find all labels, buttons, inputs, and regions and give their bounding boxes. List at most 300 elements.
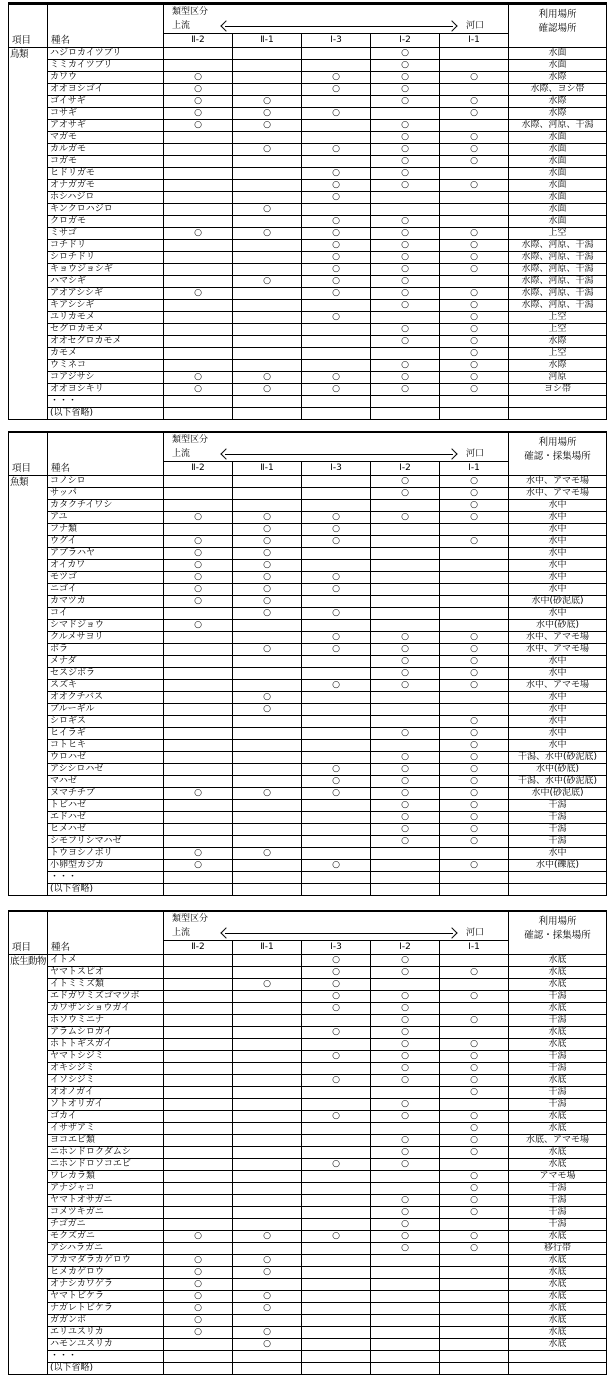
presence-mark — [440, 1303, 509, 1315]
presence-mark: ○ — [440, 312, 509, 324]
table-row — [9, 704, 607, 716]
presence-mark — [440, 84, 509, 96]
presence-mark: ○ — [302, 979, 371, 991]
table-row — [9, 800, 607, 812]
table-row — [9, 1171, 607, 1183]
presence-mark: ○ — [440, 372, 509, 384]
species-name: ヒドリガモ — [48, 168, 164, 180]
presence-mark — [440, 276, 509, 288]
arrowhead-right — [446, 20, 457, 31]
species-name: フナ類 — [48, 524, 164, 536]
presence-mark — [233, 716, 302, 728]
presence-mark: ○ — [440, 324, 509, 336]
presence-mark — [164, 396, 233, 408]
presence-mark — [440, 1159, 509, 1171]
table-row — [9, 156, 607, 168]
presence-mark — [233, 680, 302, 692]
presence-mark — [302, 300, 371, 312]
presence-mark — [233, 1063, 302, 1075]
presence-mark — [164, 608, 233, 620]
location-cell: 水中 — [509, 584, 607, 596]
location-cell: 上空 — [509, 324, 607, 336]
presence-mark — [302, 488, 371, 500]
species-name: コイ — [48, 608, 164, 620]
location-cell: 干潟 — [509, 1207, 607, 1219]
presence-mark — [371, 1255, 440, 1267]
location-cell: 水底 — [509, 967, 607, 979]
arrowhead-left — [220, 20, 231, 31]
species-name: ミサゴ — [48, 228, 164, 240]
presence-mark — [302, 836, 371, 848]
presence-mark: ○ — [164, 288, 233, 300]
presence-mark — [440, 1255, 509, 1267]
location-cell: 水中、アマモ場 — [509, 632, 607, 644]
presence-mark — [440, 979, 509, 991]
table-row — [9, 656, 607, 668]
presence-mark — [302, 500, 371, 512]
presence-mark: ○ — [233, 204, 302, 216]
presence-mark — [233, 300, 302, 312]
table-row — [9, 812, 607, 824]
species-name: イトメ — [48, 955, 164, 967]
zone-column-header: Ⅰ-2 — [371, 34, 440, 48]
presence-mark — [371, 740, 440, 752]
presence-mark — [164, 776, 233, 788]
table-row — [9, 108, 607, 120]
presence-mark: ○ — [440, 800, 509, 812]
location-cell: 水面 — [509, 144, 607, 156]
presence-mark — [371, 1339, 440, 1351]
presence-mark: ○ — [371, 360, 440, 372]
presence-mark — [164, 360, 233, 372]
species-name: コアジサシ — [48, 372, 164, 384]
table-row — [9, 1159, 607, 1171]
species-name: セスジボラ — [48, 668, 164, 680]
presence-mark: ○ — [233, 560, 302, 572]
presence-mark: ○ — [233, 96, 302, 108]
presence-mark — [371, 1315, 440, 1327]
table-row — [9, 752, 607, 764]
presence-mark — [302, 156, 371, 168]
table-row — [9, 560, 607, 572]
presence-mark — [164, 408, 233, 420]
table-row — [9, 991, 607, 1003]
table-row — [9, 96, 607, 108]
species-name: カワザンショウガイ — [48, 1003, 164, 1015]
species-name: ウミネコ — [48, 360, 164, 372]
presence-mark: ○ — [440, 228, 509, 240]
location-cell — [509, 884, 607, 896]
presence-mark: ○ — [440, 1207, 509, 1219]
table-row — [9, 884, 607, 896]
presence-mark — [164, 632, 233, 644]
table-row — [9, 144, 607, 156]
presence-mark — [164, 324, 233, 336]
presence-mark — [233, 1039, 302, 1051]
presence-mark: ○ — [371, 72, 440, 84]
presence-mark — [233, 1075, 302, 1087]
zone-column-header: Ⅰ-3 — [302, 34, 371, 48]
presence-mark: ○ — [440, 1063, 509, 1075]
species-table — [8, 2, 607, 420]
species-name: ヤマトビケラ — [48, 1291, 164, 1303]
presence-mark — [233, 72, 302, 84]
table-row — [9, 1195, 607, 1207]
presence-mark: ○ — [371, 1111, 440, 1123]
presence-mark: ○ — [164, 84, 233, 96]
species-name: モクズガニ — [48, 1231, 164, 1243]
species-name: スズキ — [48, 680, 164, 692]
presence-mark: ○ — [302, 967, 371, 979]
presence-mark — [233, 156, 302, 168]
presence-mark — [233, 192, 302, 204]
presence-mark: ○ — [371, 1207, 440, 1219]
presence-mark: ○ — [233, 276, 302, 288]
presence-mark: ○ — [371, 1099, 440, 1111]
location-cell: 上空 — [509, 348, 607, 360]
presence-mark: ○ — [440, 300, 509, 312]
table-row — [9, 1147, 607, 1159]
arrow-shaft — [225, 933, 453, 934]
presence-mark: ○ — [233, 1339, 302, 1351]
location-cell: 水中 — [509, 716, 607, 728]
presence-mark — [233, 1363, 302, 1375]
species-table — [8, 910, 607, 1375]
presence-mark: ○ — [440, 836, 509, 848]
location-cell: 水底 — [509, 1003, 607, 1015]
presence-mark: ○ — [371, 680, 440, 692]
presence-mark — [302, 1183, 371, 1195]
presence-mark — [233, 1159, 302, 1171]
presence-mark: ○ — [302, 776, 371, 788]
presence-mark — [164, 656, 233, 668]
table-row — [9, 168, 607, 180]
presence-mark — [302, 1135, 371, 1147]
presence-mark — [233, 991, 302, 1003]
presence-mark — [233, 812, 302, 824]
presence-mark: ○ — [440, 776, 509, 788]
presence-mark — [164, 955, 233, 967]
presence-mark: ○ — [302, 1159, 371, 1171]
table-row — [9, 1291, 607, 1303]
presence-mark — [233, 264, 302, 276]
presence-mark: ○ — [233, 704, 302, 716]
presence-mark — [440, 1315, 509, 1327]
item-column-header: 項目 — [9, 432, 48, 476]
presence-mark — [302, 476, 371, 488]
presence-mark: ○ — [233, 584, 302, 596]
location-cell: 干潟、水中(砂泥底) — [509, 752, 607, 764]
presence-mark: ○ — [164, 596, 233, 608]
presence-mark: ○ — [440, 500, 509, 512]
table-row — [9, 584, 607, 596]
presence-mark — [233, 1315, 302, 1327]
species-name: オナシカワゲラ — [48, 1279, 164, 1291]
presence-mark — [164, 476, 233, 488]
presence-mark: ○ — [302, 1003, 371, 1015]
presence-mark: ○ — [302, 1111, 371, 1123]
presence-mark: ○ — [371, 276, 440, 288]
item-column-header: 項目 — [9, 4, 48, 48]
presence-mark — [302, 1087, 371, 1099]
presence-mark: ○ — [371, 824, 440, 836]
species-name: ・・・ — [48, 396, 164, 408]
presence-mark: ○ — [371, 836, 440, 848]
presence-mark — [164, 1183, 233, 1195]
species-name: メナダ — [48, 656, 164, 668]
species-column-header: 種名 — [48, 432, 164, 476]
species-name: イトミミズ類 — [48, 979, 164, 991]
presence-mark — [302, 740, 371, 752]
presence-mark: ○ — [302, 860, 371, 872]
location-cell: 水中 — [509, 608, 607, 620]
presence-mark — [164, 1075, 233, 1087]
presence-mark — [302, 1279, 371, 1291]
presence-mark — [302, 1147, 371, 1159]
zone-column-header: Ⅱ-1 — [233, 462, 302, 476]
classification-title: 類型区分 — [172, 435, 209, 445]
presence-mark — [302, 1015, 371, 1027]
table-row — [9, 216, 607, 228]
location-cell: 水中、アマモ場 — [509, 476, 607, 488]
table-row — [9, 1099, 607, 1111]
location-cell: ヨシ帯 — [509, 384, 607, 396]
presence-mark: ○ — [302, 228, 371, 240]
presence-mark — [371, 1171, 440, 1183]
presence-mark: ○ — [233, 608, 302, 620]
species-name: オオセグロカモメ — [48, 336, 164, 348]
table-row — [9, 1123, 607, 1135]
table-row — [9, 120, 607, 132]
presence-mark: ○ — [233, 384, 302, 396]
table-row — [9, 1255, 607, 1267]
presence-mark — [440, 168, 509, 180]
arrow-shaft — [225, 26, 453, 27]
presence-mark: ○ — [371, 788, 440, 800]
presence-mark: ○ — [233, 692, 302, 704]
arrowhead-left — [220, 448, 231, 459]
table-row — [9, 1087, 607, 1099]
presence-mark: ○ — [233, 512, 302, 524]
species-name: キョウジョシギ — [48, 264, 164, 276]
presence-mark — [233, 620, 302, 632]
presence-mark: ○ — [371, 336, 440, 348]
species-name: ヌマチチブ — [48, 788, 164, 800]
species-name: オナガガモ — [48, 180, 164, 192]
species-name: エリユスリカ — [48, 1327, 164, 1339]
presence-mark — [302, 408, 371, 420]
presence-mark: ○ — [440, 512, 509, 524]
presence-mark — [164, 1015, 233, 1027]
presence-mark — [164, 836, 233, 848]
presence-mark — [371, 108, 440, 120]
presence-mark — [164, 276, 233, 288]
presence-mark: ○ — [371, 656, 440, 668]
location-cell: 水中(砂泥底) — [509, 596, 607, 608]
table-row — [9, 788, 607, 800]
presence-mark — [233, 1243, 302, 1255]
tables-root — [8, 2, 610, 1375]
presence-mark: ○ — [233, 144, 302, 156]
classification-header — [164, 432, 509, 462]
species-name: ブルーギル — [48, 704, 164, 716]
presence-mark — [233, 656, 302, 668]
presence-mark — [164, 300, 233, 312]
presence-mark: ○ — [233, 1327, 302, 1339]
presence-mark: ○ — [440, 644, 509, 656]
table-row — [9, 300, 607, 312]
location-cell: 水中、アマモ場 — [509, 488, 607, 500]
table-row — [9, 500, 607, 512]
presence-mark — [302, 1267, 371, 1279]
presence-mark: ○ — [233, 1291, 302, 1303]
presence-mark — [164, 824, 233, 836]
presence-mark — [371, 560, 440, 572]
presence-mark — [440, 396, 509, 408]
table-row — [9, 1363, 607, 1375]
zone-column-header: Ⅰ-3 — [302, 941, 371, 955]
presence-mark — [164, 1063, 233, 1075]
species-name: エドハゼ — [48, 812, 164, 824]
table-row — [9, 824, 607, 836]
table-header — [9, 432, 607, 476]
table-row — [9, 967, 607, 979]
presence-mark — [371, 408, 440, 420]
table-row — [9, 1051, 607, 1063]
presence-mark — [440, 608, 509, 620]
species-name: カモメ — [48, 348, 164, 360]
presence-mark — [164, 884, 233, 896]
location-cell: 干潟 — [509, 1063, 607, 1075]
presence-mark — [233, 408, 302, 420]
presence-mark: ○ — [371, 240, 440, 252]
species-name: アシシロハゼ — [48, 764, 164, 776]
presence-mark: ○ — [440, 72, 509, 84]
presence-mark — [164, 1147, 233, 1159]
presence-mark — [302, 812, 371, 824]
table-row — [9, 132, 607, 144]
location-cell: 水面 — [509, 156, 607, 168]
table-row — [9, 48, 607, 60]
presence-mark: ○ — [302, 264, 371, 276]
presence-mark: ○ — [440, 1135, 509, 1147]
presence-mark — [233, 1279, 302, 1291]
usage-label-line2: 確認場所 — [538, 23, 577, 34]
presence-mark: ○ — [233, 1231, 302, 1243]
presence-mark: ○ — [164, 372, 233, 384]
species-name: オオノガイ — [48, 1087, 164, 1099]
presence-mark: ○ — [371, 300, 440, 312]
presence-mark — [233, 728, 302, 740]
presence-mark — [440, 1363, 509, 1375]
presence-mark — [302, 1315, 371, 1327]
presence-mark — [371, 1291, 440, 1303]
location-cell: 水中 — [509, 692, 607, 704]
location-cell: 水際 — [509, 336, 607, 348]
table-body — [9, 955, 607, 1375]
presence-mark: ○ — [371, 1243, 440, 1255]
presence-mark: ○ — [440, 288, 509, 300]
presence-mark: ○ — [371, 967, 440, 979]
species-name: シマドジョウ — [48, 620, 164, 632]
location-cell: 水中 — [509, 848, 607, 860]
presence-mark — [302, 348, 371, 360]
species-name: トビハゼ — [48, 800, 164, 812]
presence-mark — [164, 1027, 233, 1039]
table-row — [9, 264, 607, 276]
table-row — [9, 252, 607, 264]
presence-mark — [371, 524, 440, 536]
species-name: ・・・ — [48, 1351, 164, 1363]
presence-mark: ○ — [371, 991, 440, 1003]
presence-mark — [371, 312, 440, 324]
presence-mark — [233, 216, 302, 228]
presence-mark — [440, 1291, 509, 1303]
presence-mark: ○ — [233, 1267, 302, 1279]
location-cell: 干潟 — [509, 800, 607, 812]
presence-mark: ○ — [302, 288, 371, 300]
presence-mark: ○ — [371, 812, 440, 824]
presence-mark: ○ — [371, 1051, 440, 1063]
presence-mark: ○ — [371, 120, 440, 132]
location-cell: 河原 — [509, 372, 607, 384]
table-row — [9, 288, 607, 300]
presence-mark — [233, 1015, 302, 1027]
presence-mark: ○ — [371, 288, 440, 300]
presence-mark — [302, 752, 371, 764]
presence-mark: ○ — [371, 228, 440, 240]
presence-mark — [440, 548, 509, 560]
species-name: ヒメハゼ — [48, 824, 164, 836]
species-name: シロギス — [48, 716, 164, 728]
presence-mark: ○ — [164, 512, 233, 524]
presence-mark — [440, 524, 509, 536]
presence-mark — [233, 967, 302, 979]
table-row — [9, 1315, 607, 1327]
species-name: アシハラガニ — [48, 1243, 164, 1255]
zone-column-header: Ⅱ-2 — [164, 462, 233, 476]
classification-header — [164, 911, 509, 941]
presence-mark: ○ — [371, 1003, 440, 1015]
species-name: チゴガニ — [48, 1219, 164, 1231]
presence-mark: ○ — [164, 620, 233, 632]
presence-mark — [233, 324, 302, 336]
presence-mark: ○ — [371, 1195, 440, 1207]
table-row — [9, 488, 607, 500]
presence-mark — [164, 240, 233, 252]
species-name: ハマシギ — [48, 276, 164, 288]
presence-mark — [233, 48, 302, 60]
location-cell: 干潟 — [509, 812, 607, 824]
presence-mark — [164, 764, 233, 776]
species-name: トウヨシノボリ — [48, 848, 164, 860]
presence-mark — [302, 596, 371, 608]
presence-mark — [233, 800, 302, 812]
presence-mark — [371, 1183, 440, 1195]
presence-mark: ○ — [371, 1039, 440, 1051]
presence-mark — [371, 584, 440, 596]
presence-mark: ○ — [302, 72, 371, 84]
presence-mark: ○ — [440, 991, 509, 1003]
presence-mark — [164, 680, 233, 692]
species-name: ニホンドロソコエビ — [48, 1159, 164, 1171]
presence-mark — [164, 264, 233, 276]
location-cell: 水底 — [509, 1147, 607, 1159]
presence-mark: ○ — [440, 1111, 509, 1123]
presence-mark — [164, 728, 233, 740]
location-cell: 水中 — [509, 548, 607, 560]
presence-mark: ○ — [440, 1087, 509, 1099]
